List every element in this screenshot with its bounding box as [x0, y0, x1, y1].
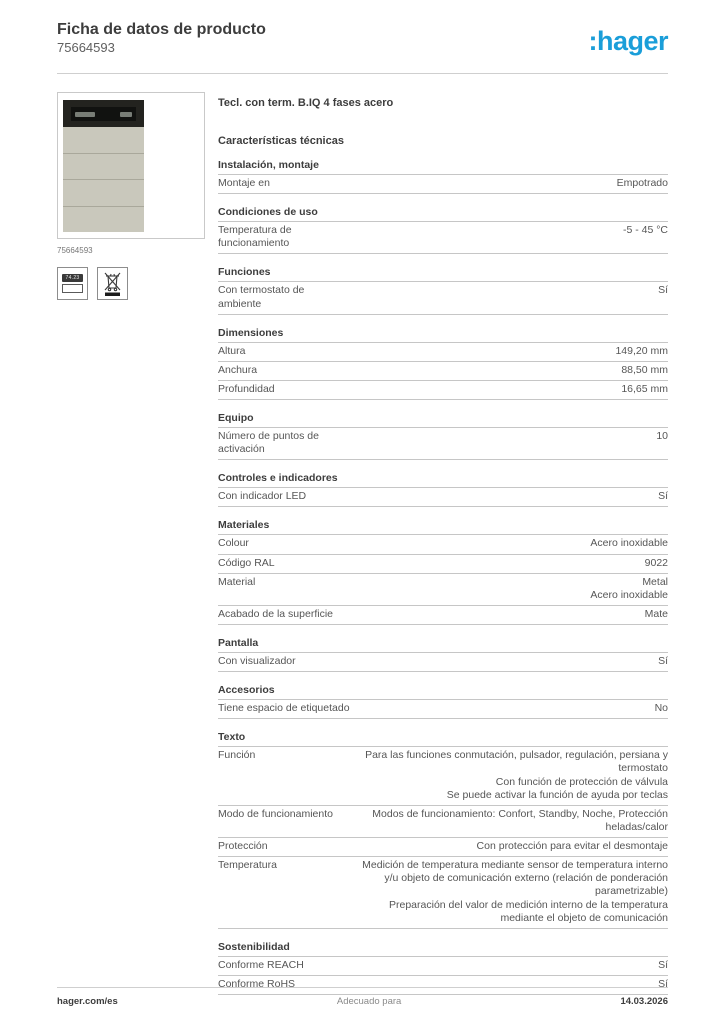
spec-row: [218, 653, 668, 672]
section-title: Controles e indicadores: [218, 472, 668, 488]
spec-label: Conforme REACH: [218, 958, 304, 971]
spec-label: Función: [218, 749, 256, 762]
spec-row: [218, 957, 668, 976]
footer-suitable-for: Adecuado para: [336, 996, 402, 1007]
section-title: Equipo: [218, 412, 668, 428]
spec-value: Con protección para evitar el desmontaje: [476, 840, 668, 852]
spec-row: [218, 535, 668, 554]
section-title: Dimensiones: [218, 327, 668, 343]
spec-value: Empotrado: [616, 177, 668, 189]
spec-label: Material: [218, 575, 256, 588]
device-lcd: [71, 107, 136, 121]
spec-value: -5 - 45 °C: [622, 224, 668, 237]
spec-row: [218, 488, 668, 507]
spec-label: Temperatura de funcionamiento: [218, 224, 292, 250]
spec-row: [218, 857, 668, 929]
device-display: [63, 100, 144, 127]
tech-section-title: Características técnicas: [218, 135, 344, 147]
certification-icons: [57, 267, 205, 300]
spec-value: Medición de temperatura mediante sensor de temperatura interno y/u objeto de comunicación externo (relación de ponderación parametrizable) Preparación del valor de medición interno de la temperatura mediante el objeto de comunicación: [362, 859, 668, 924]
spec-label: Montaje en: [218, 177, 270, 189]
spec-panel: [218, 92, 668, 995]
left-panel: [57, 92, 205, 995]
spec-row: [218, 381, 668, 400]
page-title: Ficha de datos de producto: [57, 21, 266, 38]
spec-row: [218, 574, 668, 606]
spec-label: Con visualizador: [218, 655, 296, 667]
product-code: 75664593: [57, 40, 115, 55]
weee-crossed-bin-icon: [97, 267, 128, 300]
spec-section: [218, 472, 668, 507]
spec-section: [218, 159, 668, 194]
spec-label: Con indicador LED: [218, 490, 307, 503]
spec-section: [218, 519, 668, 625]
spec-section: [218, 684, 668, 719]
spec-value: 88,50 mm: [621, 363, 668, 376]
section-title: Instalación, montaje: [218, 159, 668, 175]
spec-section: [218, 637, 668, 672]
section-title: Texto: [218, 731, 668, 747]
product-name: Tecl. con term. B.IQ 4 fases acero: [218, 97, 394, 109]
spec-row: [218, 222, 668, 254]
section-title: Condiciones de uso: [218, 206, 668, 222]
spec-label: Protección: [218, 840, 268, 852]
spec-value: Modos de funcionamiento: Confort, Standby, Noche, Protección heladas/calor: [372, 807, 668, 833]
spec-label: Acabado de la superficie: [218, 607, 333, 620]
spec-value: Para las funciones conmutación, pulsador, regulación, persiana y termostato Con función de protección de válvula Se puede activar la función de ayuda por teclas: [365, 749, 668, 801]
section-title: Accesorios: [218, 684, 668, 700]
spec-value: 10: [656, 430, 668, 442]
spec-label: Anchura: [218, 363, 258, 376]
spec-label: Número de puntos de activación: [218, 430, 319, 456]
spec-section: [218, 206, 668, 254]
spec-value: Acero inoxidable: [590, 537, 668, 550]
spec-label: Con termostato de ambiente: [218, 284, 305, 310]
spec-row: [218, 282, 668, 314]
spec-row: [218, 747, 668, 806]
footer-date: 14.03.2026: [620, 996, 668, 1007]
spec-row: [218, 362, 668, 381]
section-title: Pantalla: [218, 637, 668, 653]
spec-value: 16,65 mm: [621, 382, 668, 395]
spec-sections: [218, 159, 668, 995]
product-image: [57, 92, 205, 239]
spec-value: Sí: [658, 977, 668, 990]
spec-row: [218, 838, 668, 857]
spec-value: 149,20 mm: [615, 344, 668, 357]
spec-section: [218, 731, 668, 929]
section-title: Materiales: [218, 519, 668, 535]
spec-section: [218, 327, 668, 400]
spec-row: [218, 606, 668, 625]
spec-label: Modo de funcionamiento: [218, 807, 333, 820]
spec-value: Metal Acero inoxidable: [590, 575, 668, 601]
section-title: Sostenibilidad: [218, 941, 668, 957]
spec-section: [218, 266, 668, 314]
image-caption: 75664593: [57, 246, 93, 255]
spec-row: [218, 806, 668, 838]
spec-value: No: [654, 702, 668, 715]
device-illustration: [63, 100, 144, 232]
spec-row: [218, 343, 668, 362]
header-titles: [57, 20, 266, 57]
spec-row: [218, 700, 668, 719]
spec-section: [218, 412, 668, 460]
spec-value: Sí: [658, 655, 668, 667]
spec-value: Sí: [658, 284, 668, 297]
labelling-display-pictogram-icon: 74.23: [57, 267, 88, 300]
content: [57, 92, 668, 995]
spec-label: Código RAL: [218, 556, 275, 569]
section-title: Funciones: [218, 266, 668, 282]
spec-label: Profundidad: [218, 382, 275, 395]
footer-site-link[interactable]: hager.com/es: [57, 996, 118, 1007]
spec-value: Sí: [658, 490, 668, 503]
spec-label: Temperatura: [218, 859, 277, 872]
spec-value: Mate: [644, 607, 668, 620]
header-divider: [57, 73, 668, 74]
device-keys: [63, 127, 144, 232]
hager-logo: :hager: [588, 26, 668, 56]
header: [57, 20, 668, 74]
spec-row: [218, 175, 668, 194]
spec-label: Conforme RoHS: [218, 977, 296, 990]
spec-label: Tiene espacio de etiquetado: [218, 702, 350, 715]
spec-value: 9022: [644, 556, 668, 569]
spec-row: [218, 555, 668, 574]
spec-label: Colour: [218, 537, 249, 550]
footer: [57, 987, 668, 1007]
spec-label: Altura: [218, 344, 246, 357]
spec-value: Sí: [658, 958, 668, 971]
spec-row: [218, 428, 668, 460]
